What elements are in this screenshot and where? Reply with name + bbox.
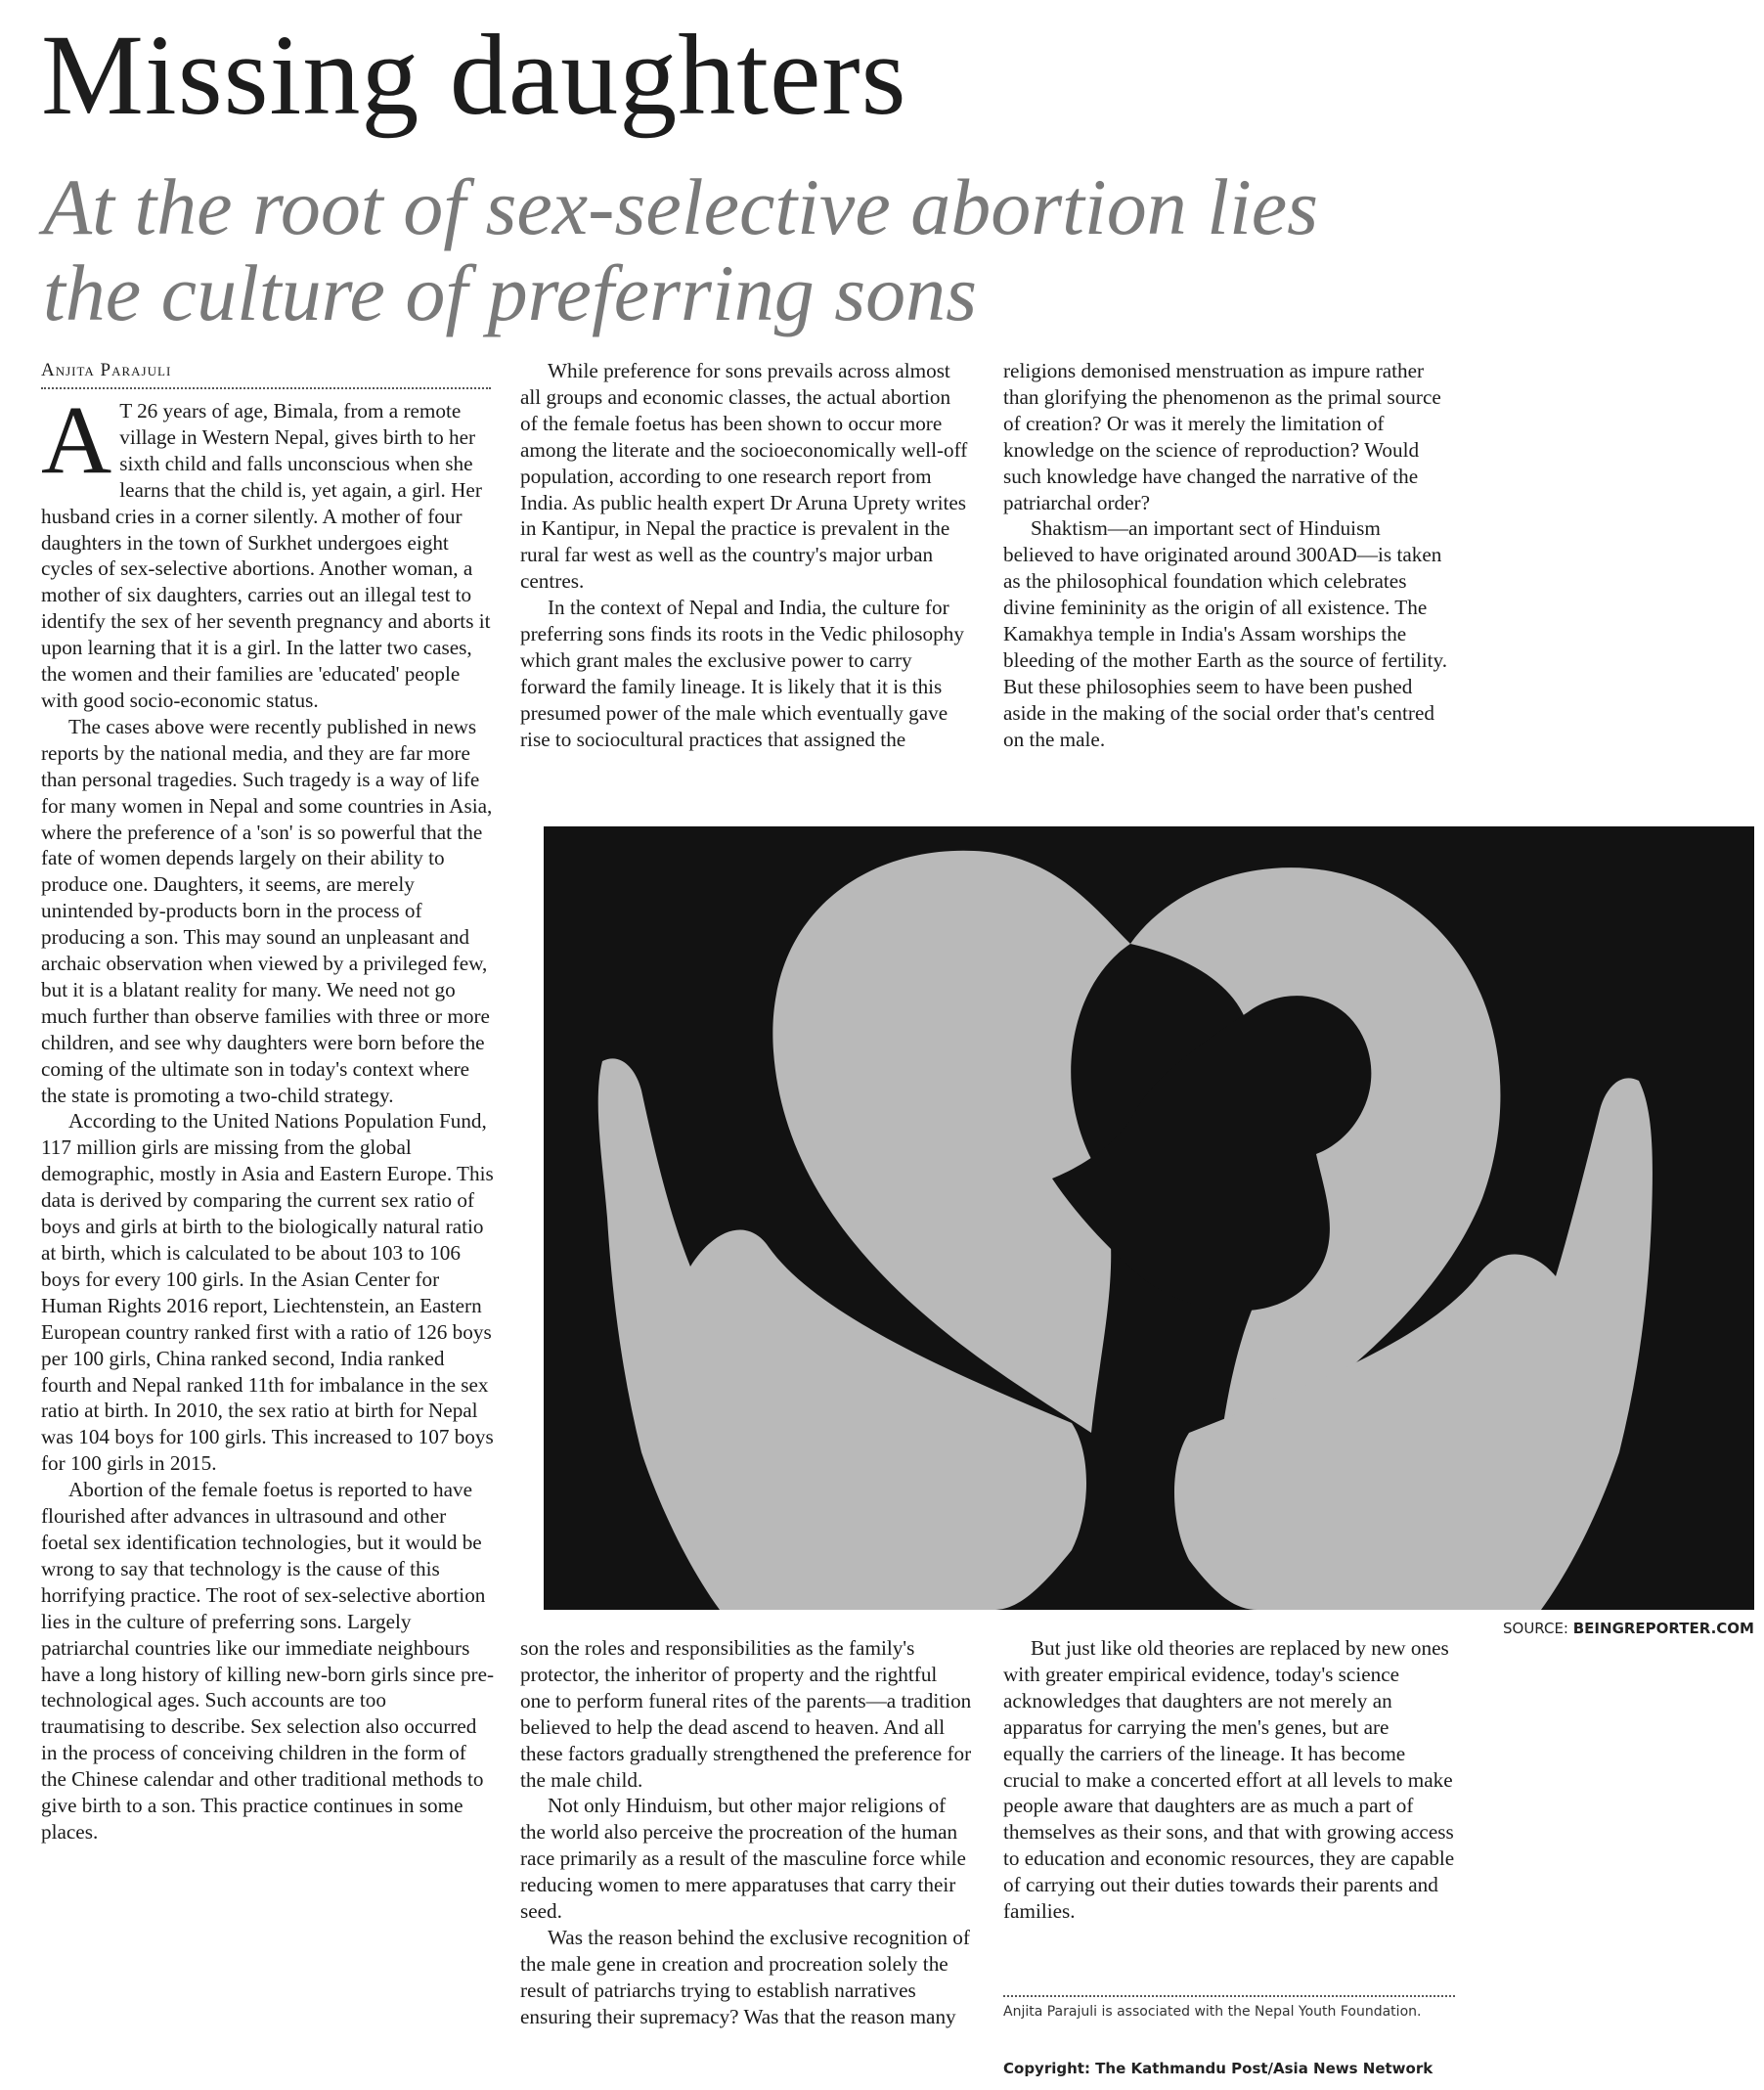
paragraph-11: Was the reason behind the exclusive recognition of the male gene in creation and procreation solely the result of patriarchs trying to establish narratives ensuring their supremacy? Was that the reason many (520, 1925, 970, 2028)
column-2-top (520, 358, 972, 753)
paragraph-7: religions demonised menstruation as impure rather than glorifying the phenomenon as the primal source of creation? Or was it merely the limitation of knowledge on the science of reproduction? Would such knowledge have changed the narrative of the patriarchal order? (1003, 359, 1441, 514)
headline: Missing daughters (41, 11, 907, 139)
author-footnote: Anjita Parajuli is associated with the Nepal Youth Foundation. (1003, 1995, 1455, 2021)
photo-source-credit (1503, 1620, 1754, 1637)
paragraph-12: But just like old theories are replaced by new ones with greater empirical evidence, today's science acknowledges that daughters are not merely an apparatus for carrying the men's genes, but are equally the carriers of the lineage. It has become crucial to make a concerted effort at all levels to make people aware that daughters are as much a part of themselves as their sons, and that with growing access to education and economic resources, they are capable of carrying out their duties towards their parents and families. (1003, 1636, 1455, 1924)
paragraph-6: In the context of Nepal and India, the culture for preferring sons finds its roots in the Vedic philosophy which grant males the exclusive power to carry forward the family lineage. It is likely that it is this presumed power of the male which eventually gave rise to sociocultural practices that assigned the (520, 596, 964, 751)
paragraph-3: According to the United Nations Population Fund, 117 million girls are missing from the global demographic, mostly in Asia and Eastern Europe. This data is derived by comparing the current sex ratio of boys and girls at birth to the biologically natural ratio at birth, which is calculated to be about 103 to 106 boys for every 100 girls. In the Asian Center for Human Rights 2016 report, Liechtenstein, an Eastern European country ranked first with a ratio of 126 boys per 100 girls, China ranked second, India ranked fourth and Nepal ranked 11th for imbalance in the sex ratio at birth. In 2010, the sex ratio at birth for Nepal was 104 boys for 100 girls. This increased to 107 boys for 100 girls in 2015. (41, 1109, 494, 1476)
column-3-top (1003, 358, 1455, 753)
source-name: BEINGREPORTER.COM (1572, 1620, 1754, 1637)
illustration-svg (544, 826, 1754, 1610)
column-2-bottom (520, 1635, 972, 2030)
paragraph-1 (41, 385, 495, 714)
paragraph-4: Abortion of the female foetus is reported to have flourished after advances in ultrasound and other foetal sex identification technologies, but it would be wrong to say that technology is the cause of this horrifying practice. The root of sex-selective abortion lies in the culture of preferring sons. Largely patriarchal countries like our immediate neighbours have a long history of killing new-born girls since pre-technological ages. Such accounts are too traumatising to describe. Sex selection also occurred in the process of conceiving children in the form of the Chinese calendar and other traditional methods to give birth to a son. This practice continues in some places. (41, 1478, 495, 1844)
byline: Anjita Parajuli (41, 360, 491, 389)
copyright-line: Copyright: The Kathmandu Post/Asia News Network (1003, 2060, 1433, 2077)
column-3-bottom (1003, 1635, 1455, 1925)
deck-subheadline: At the root of sex-selective abortion lies the culture of preferring sons (43, 162, 1319, 337)
hands-heart-foetus-illustration (544, 826, 1754, 1610)
paragraph-5: While preference for sons prevails across almost all groups and economic classes, the actual abortion of the female foetus has been shown to occur more among the literate and the socioeconomically well-off population, according to one research report from India. As public health expert Dr Aruna Uprety writes in Kantipur, in Nepal the practice is prevalent in the rural far west as well as the country's major urban centres. (520, 359, 968, 594)
paragraph-8: Shaktism—an important sect of Hinduism believed to have originated around 300AD—is taken as the philosophical foundation which celebrates divine femininity as the origin of all existence. The Kamakhya temple in India's Assam worships the bleeding of the mother Earth as the source of fertility. But these philosophies seem to have been pushed aside in the making of the social order that's centred on the male. (1003, 516, 1447, 751)
column-1 (41, 385, 495, 1845)
paragraph-1-text: T 26 years of age, Bimala, from a remote village in Western Nepal, gives birth to her sixth child and falls unconscious when she learns that the child is, yet again, a girl. Her husband cries in a corner silently. A mother of four daughters in the town of Surkhet undergoes eight cycles of sex-selective abortions. Another woman, a mother of six daughters, carries out an illegal test to identify the sex of her seventh pregnancy and aborts it upon learning that it is a girl. In the latter two cases, the women and their families are 'educated' people with good socio-economic status. (41, 399, 491, 712)
paragraph-2: The cases above were recently published in news reports by the national media, and they are far more than personal tragedies. Such tragedy is a way of life for many women in Nepal and some countries in Asia, where the preference of a 'son' is so powerful that the fate of women depends largely on their ability to produce one. Daughters, it seems, are merely unintended by-products born in the process of producing a son. This may sound an unpleasant and archaic observation when viewed by a privileged few, but it is a blatant reality for many. We need not go much further than observe families with three or more children, and see why daughters were born before the coming of the ultimate son in today's context where the state is promoting a two-child strategy. (41, 714, 493, 1107)
paragraph-10: Not only Hinduism, but other major religions of the world also perceive the procreation of the human race primarily as a result of the masculine force while reducing women to mere apparatuses that carry their seed. (520, 1794, 966, 1924)
source-label: SOURCE: (1502, 1620, 1573, 1637)
drop-cap: A (41, 385, 112, 494)
paragraph-9: son the roles and responsibilities as the family's protector, the inheritor of property and the rightful one to perform funeral rites of the parents—a tradition believed to help the dead ascend to heaven. And all these factors gradually strengthened the preference for the male child. (520, 1636, 972, 1792)
